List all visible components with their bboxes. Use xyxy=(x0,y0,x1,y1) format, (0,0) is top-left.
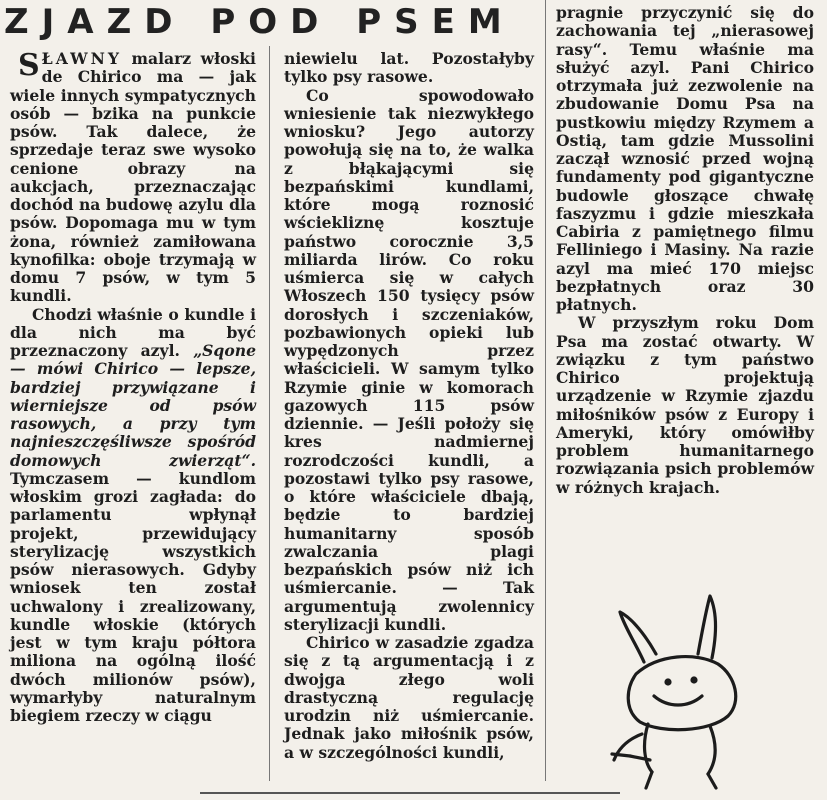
bottom-rule xyxy=(200,792,620,794)
article-column-2 xyxy=(284,50,534,762)
paragraph-text: malarz włoski de Chirico ma — jak wiele innych sympatycznych osób — bzika na punkcie psów. Tak dalece, że sprzedaje teraz swe wysoko cenione obrazy na aukcjach, przeznaczając dochód na budowę azylu dla psów. Dopomaga mu w tym żona, również zamiłowana kynofilka: oboje trzymają w domu 7 psów, w tym 5 kundli. xyxy=(10,49,256,306)
column-divider xyxy=(269,46,270,781)
paragraph-text: Chodzi właśnie o kundle i dla nich ma być przeznaczony azyl. xyxy=(10,304,256,360)
lead-word: ŁAWNY xyxy=(41,49,122,68)
drop-cap: S xyxy=(18,48,40,83)
paragraph-text: Tymczasem — kundlom włoskim grozi zagłada: do parlamentu wpłynął projekt, przewidujący sterylizację wszystkich psów nierasowych. Gdyby wniosek ten został uchwalony i zrealizowany, kundle włoskie (których jest w tym kraju półtora miliona na ogólną ilość dwóch milionów psów), wymarłyby naturalnym biegiem rzeczy w ciągu xyxy=(10,468,256,725)
article-column-1 xyxy=(10,50,256,725)
article-paragraph: niewielu lat. Pozostałyby tylko psy rasowe. xyxy=(284,49,534,87)
article-paragraph: pragnie przyczynić się do zachowania tej „nierasowej rasy“. Temu właśnie ma służyć azyl. Pani Chirico otrzymała już zezwolenie na zbudowanie Domu Psa na pustkowiu między Rzymem a Ostią, tam gdzie Mussolini zaczął wznosić przed wojną fundamenty pod gigantyczne budowle głoszące chwałę faszyzmu i gdzie mieszkała Cabiria z pamiętnego filmu Felliniego i Masiny. Na razie azyl ma mieć 170 miejsc bezpłatnych oraz 30 płatnych. xyxy=(556,3,814,314)
article-paragraph: W przyszłym roku Dom Psa ma zostać otwarty. W związku z tym państwo Chirico projektują urządzenie w Rzymie zjazdu miłośników psów z Europy i Ameryki, który omówiłby problem humanitarnego rozwiązania psich problemów w różnych krajach. xyxy=(556,313,814,497)
article-paragraph: Chirico w zasadzie zgadza się z tą argumentacją i z dwojga złego woli drastyczną regulację urodzin niż uśmiercanie. Jednak jako miłośnik psów, a w szczególności kundli, xyxy=(284,633,534,762)
article-title: ZJAZD POD PSEM xyxy=(4,2,515,42)
column-divider xyxy=(545,0,546,781)
article-paragraph: Co spowodowało wniesienie tak niezwykłego wniosku? Jego autorzy powołują się na to, że walka z błąkającymi się bezpańskimi kundlami, które mogą roznosić wściekliznę kosztuje państwo corocznie 3,5 miliarda lirów. Co roku uśmierca się w całych Włoszech 150 tysięcy psów dorosłych i szczeniaków, pozbawionych opieki lub wypędzonych przez właścicieli. W samym tylko Rzymie ginie w komorach gazowych 115 psów dziennie. — Jeśli położy się kres nadmiernej rozrodczości kundli, a pozostawi tylko psy rasowe, o które właściciele dbają, będzie to bardziej humanitarny sposób zwalczania plagi bezpańskich psów niż ich uśmiercanie. — Tak argumentują zwolennicy sterylizacji kundli. xyxy=(284,85,534,634)
chirico-quote: „Sqone — mówi Chirico — lepsze, bardziej przywiązane i wierniejsze od psów rasowych, a przy tym najnieszczęśliwsze spośród domowych zwierząt“. xyxy=(10,341,256,470)
cartoon-dog-icon xyxy=(606,584,756,794)
article-column-3 xyxy=(556,4,814,497)
article-paragraph xyxy=(10,50,256,306)
article-paragraph xyxy=(10,306,256,726)
